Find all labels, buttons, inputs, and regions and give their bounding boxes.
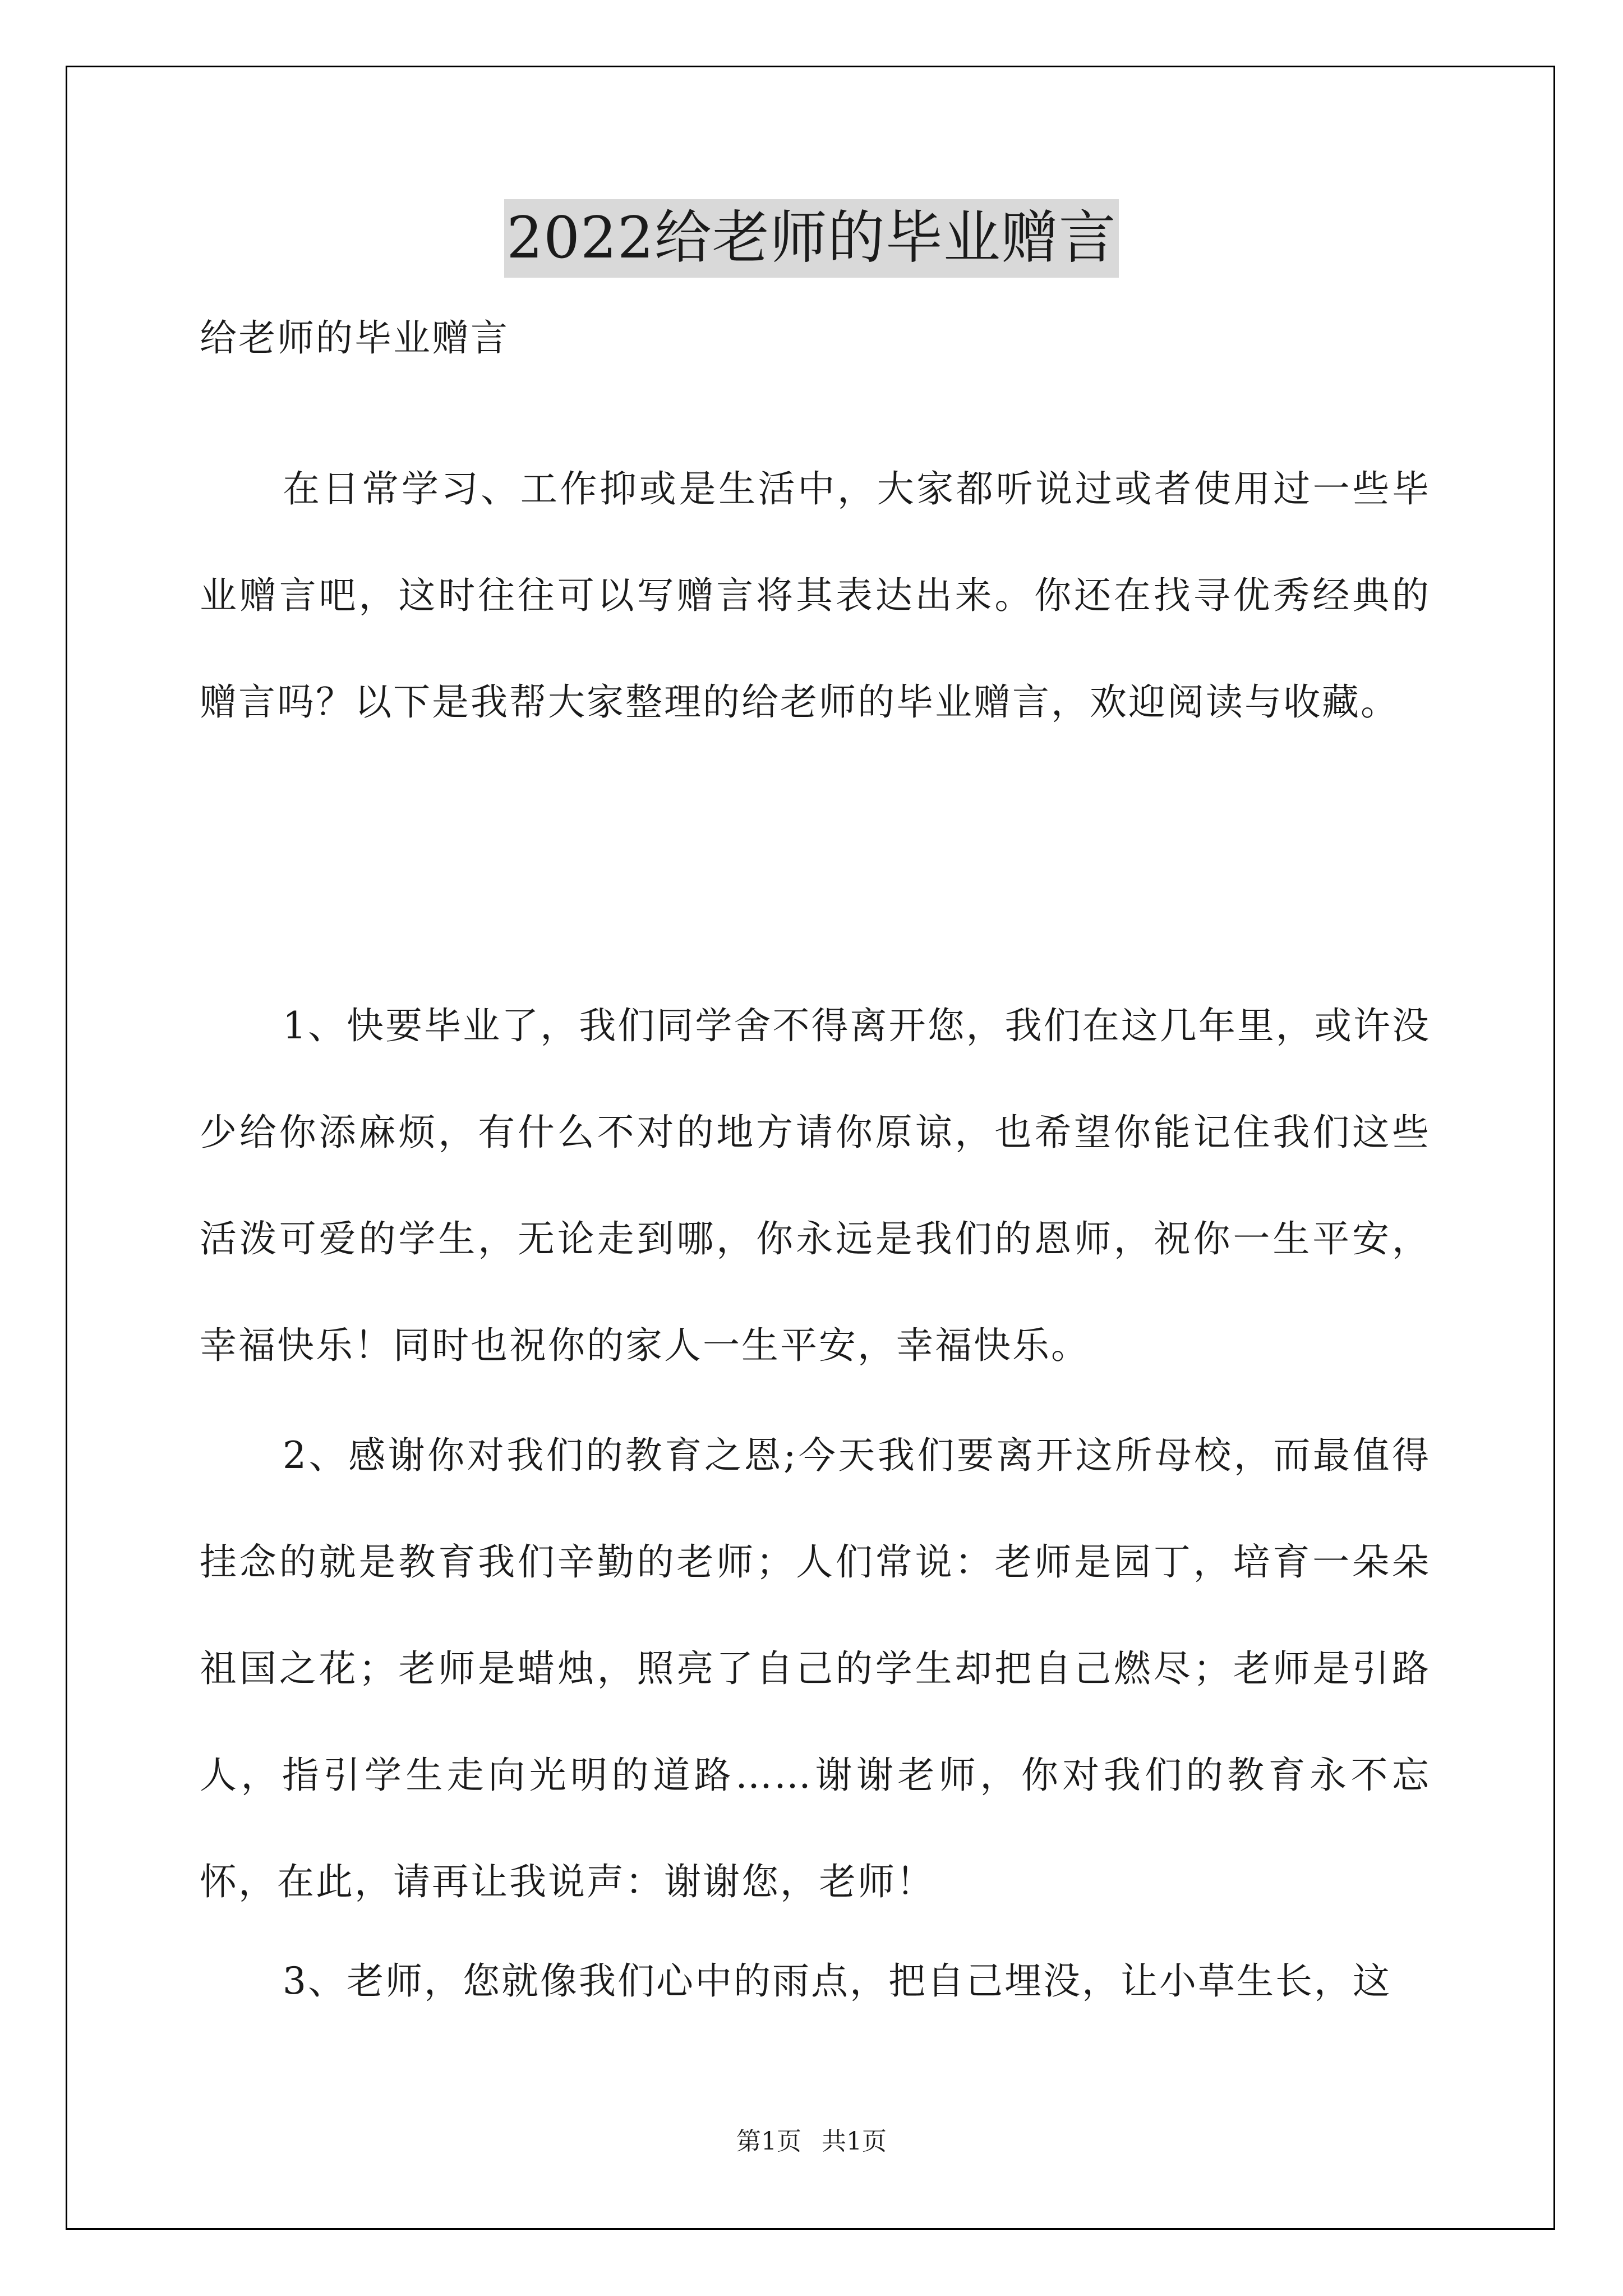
document-title: 2022给老师的毕业赠言	[504, 199, 1119, 278]
page-number: 第1页	[736, 2127, 801, 2156]
paragraph-item-3: 3、老师，您就像我们心中的雨点，把自己埋没，让小草生长，这	[283, 1959, 1391, 2003]
document-subtitle: 给老师的毕业赠言	[200, 316, 509, 360]
paragraph-intro: 在日常学习、工作抑或是生活中，大家都听说过或者使用过一些毕业赠言吧，这时往往可以写赠言将其表达出来。你还在找寻优秀经典的赠言吗？以下是我帮大家整理的给老师的毕业赠言，欢迎阅读与收藏。	[200, 467, 1431, 724]
paragraph-item-1: 1、快要毕业了，我们同学舍不得离开您，我们在这几年里，或许没少给你添麻烦，有什么不对的地方请你原谅，也希望你能记住我们这些活泼可爱的学生，无论走到哪，你永远是我们的恩师，祝你一生平安，幸福快乐！同时也祝你的家人一生平安，幸福快乐。	[200, 1004, 1431, 1367]
paragraph-item-2: 2、感谢你对我们的教育之恩;今天我们要离开这所母校，而最值得挂念的就是教育我们辛勤的老师；人们常说：老师是园丁，培育一朵朵祖国之花；老师是蜡烛，照亮了自己的学生却把自己燃尽；老师是引路人，指引学生走向光明的道路……谢谢老师，你对我们的教育永不忘怀，在此，请再让我说声：谢谢您，老师！	[200, 1434, 1431, 1903]
total-pages: 共1页	[822, 2127, 887, 2156]
page-footer	[0, 2125, 1623, 2159]
title-container	[0, 199, 1623, 278]
